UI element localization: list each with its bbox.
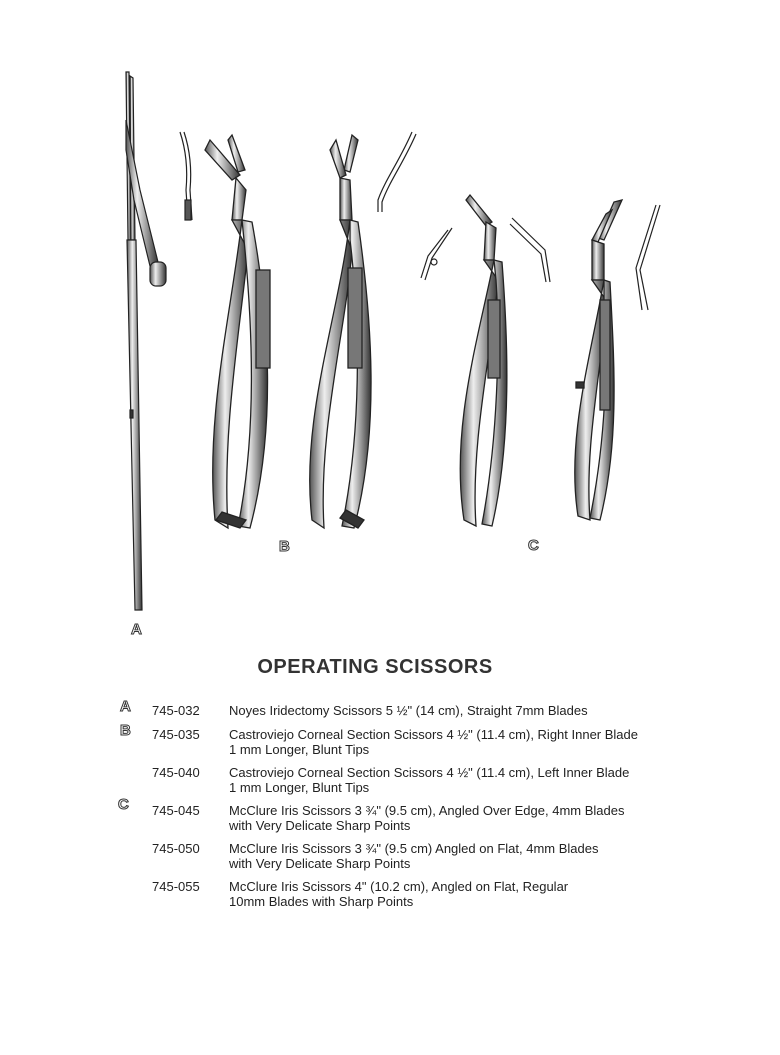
item-code: 745-055	[152, 879, 200, 894]
item-code: 745-035	[152, 727, 200, 742]
item-description: Castroviejo Corneal Section Scissors 4 ½" (11.4 cm), Right Inner Blade	[229, 727, 638, 742]
item-description: Noyes Iridectomy Scissors 5 ½" (14 cm), Straight 7mm Blades	[229, 703, 588, 718]
mcclure-flat-scissors-drawing	[575, 200, 622, 520]
castroviejo-tip-detail-right	[180, 132, 192, 220]
castroviejo-left-scissors-drawing	[310, 135, 371, 528]
item-description: Castroviejo Corneal Section Scissors 4 ½" (11.4 cm), Left Inner Blade	[229, 765, 630, 780]
mcclure-tip-detail-edge	[421, 228, 452, 280]
noyes-scissors-drawing	[126, 72, 166, 610]
castroviejo-tip-detail-left	[378, 132, 416, 212]
figure-label-a: A	[131, 621, 142, 638]
item-description-cont: with Very Delicate Sharp Points	[229, 818, 411, 833]
item-letter: B	[120, 722, 131, 739]
item-description: McClure Iris Scissors 3 ¾" (9.5 cm) Angled on Flat, 4mm Blades	[229, 841, 599, 856]
item-code: 745-045	[152, 803, 200, 818]
item-description-cont: 1 mm Longer, Blunt Tips	[229, 780, 370, 795]
item-code: 745-040	[152, 765, 200, 780]
item-description-cont: 10mm Blades with Sharp Points	[229, 894, 414, 909]
mcclure-tip-detail-flat	[510, 218, 550, 282]
mcclure-edge-scissors-drawing	[460, 195, 507, 526]
figure-label-c: C	[528, 537, 539, 554]
item-description: McClure Iris Scissors 3 ¾" (9.5 cm), Angled Over Edge, 4mm Blades	[229, 803, 625, 818]
item-description-cont: with Very Delicate Sharp Points	[229, 856, 411, 871]
item-letter: C	[118, 796, 129, 813]
item-code: 745-050	[152, 841, 200, 856]
figure-label-b: B	[279, 538, 290, 555]
page-title: OPERATING SCISSORS	[257, 656, 493, 678]
mcclure-tip-detail-regular	[636, 205, 660, 310]
item-description: McClure Iris Scissors 4" (10.2 cm), Angled on Flat, Regular	[229, 879, 569, 894]
item-code: 745-032	[152, 703, 200, 718]
item-letter: A	[120, 698, 131, 715]
castroviejo-right-scissors-drawing	[205, 135, 270, 528]
item-description-cont: 1 mm Longer, Blunt Tips	[229, 742, 370, 757]
